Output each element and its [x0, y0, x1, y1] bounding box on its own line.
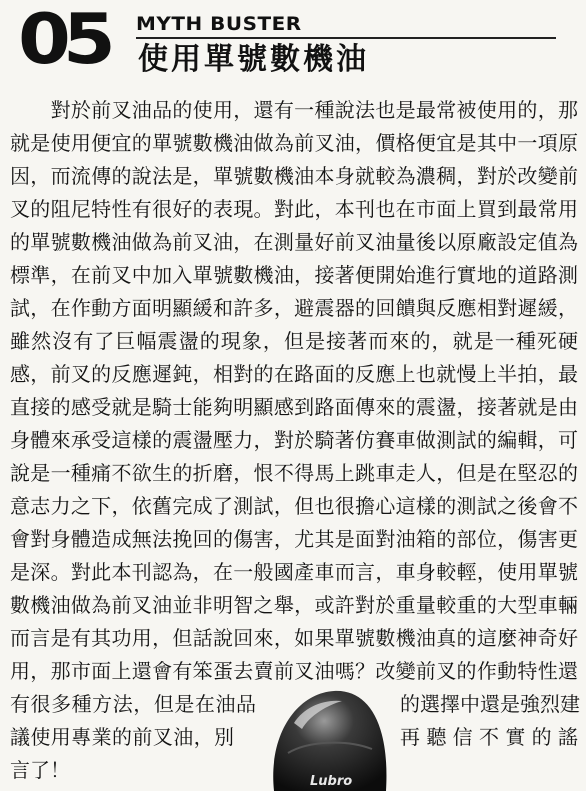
- section-number: 05: [18, 0, 108, 80]
- body-line: 會對身體造成無法挽回的傷害，尤其是面對油箱的部位，傷害更: [10, 527, 578, 551]
- body-line: 雖然沒有了巨幅震盪的現象，但是接著而來的，就是一種死硬: [10, 329, 578, 353]
- body-line: 用，那市面上還會有笨蛋去賣前叉油嗎？改變前叉的作動特性還: [10, 659, 578, 683]
- article-header: [0, 0, 586, 90]
- body-line: 感，前叉的反應遲鈍，相對的在路面的反應上也就慢上半拍，最: [10, 362, 578, 386]
- body-line-left: 議使用專業的前叉油，別: [10, 725, 234, 749]
- body-line-right: 的選擇中還是強烈建: [400, 692, 580, 716]
- body-line-final: 言了！: [10, 758, 70, 782]
- body-line: 因，而流傳的說法是，單號數機油本身就較為濃稠，對於改變前: [10, 164, 578, 188]
- body-line: 標準，在前叉中加入單號數機油，接著便開始進行實地的道路測: [10, 263, 578, 287]
- body-line-left: 有很多種方法，但是在油品: [10, 692, 256, 716]
- body-line: 而言是有其功用，但話說回來，如果單號數機油真的這麼神奇好: [10, 626, 578, 650]
- body-line: 直接的感受就是騎士能夠明顯感到路面傳來的震盪，接著就是由: [10, 395, 578, 419]
- body-line: 身體來承受這樣的震盪壓力，對於騎著仿賽車做測試的編輯，可: [10, 428, 578, 452]
- helmet-image: [268, 683, 388, 791]
- body-line: 數機油做為前叉油並非明智之舉，或許對於重量較重的大型車輛: [10, 593, 578, 617]
- body-line-right: 再聽信不實的謠: [400, 725, 578, 749]
- helmet-brand-text: Lubro: [310, 774, 353, 789]
- header-rule: [136, 37, 556, 39]
- series-kicker: MYTH BUSTER: [136, 13, 302, 35]
- body-line: 叉的阻尼特性有很好的表現。對此，本刊也在市面上買到最常用: [10, 197, 578, 221]
- body-line: 意志力之下，依舊完成了測試，但也很擔心這樣的測試之後會不: [10, 494, 578, 518]
- body-line: 說是一種痛不欲生的折磨，恨不得馬上跳車走人，但是在堅忍的: [10, 461, 578, 485]
- helmet-photo: [268, 683, 388, 791]
- body-line: 就是使用便宜的單號數機油做為前叉油，價格便宜是其中一項原: [10, 131, 578, 155]
- body-line: 的單號數機油做為前叉油，在測量好前叉油量後以原廠設定值為: [10, 230, 578, 254]
- body-line: 試，在作動方面明顯緩和許多，避震器的回饋與反應相對遲緩，: [10, 296, 578, 320]
- body-line: 對於前叉油品的使用，還有一種說法也是最常被使用的，那: [10, 98, 578, 122]
- article-title: 使用單號數機油: [138, 42, 369, 77]
- body-line: 是深。對此本刊認為，在一般國產車而言，車身較輕，使用單號: [10, 560, 578, 584]
